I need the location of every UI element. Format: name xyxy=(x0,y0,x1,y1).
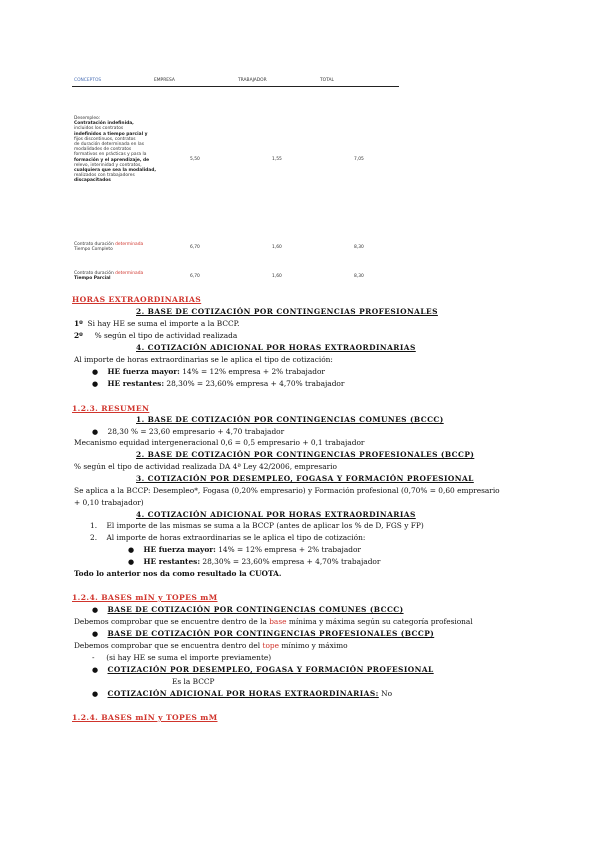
paragraph: Mecanismo equidad intergeneracional 0,6 = 0,5 empresario + 0,1 trabajador xyxy=(74,438,365,447)
bullet-icon: ● xyxy=(128,558,135,566)
paragraph: Al importe de horas extraordinarias se le aplica el tipo de cotización: xyxy=(74,355,333,364)
table-header-total: TOTAL xyxy=(320,78,334,83)
table-row: Contrato duración determinada Tiempo Completo xyxy=(74,242,144,253)
bullet-icon: ● xyxy=(92,630,99,638)
table-cell-total: 8,30 xyxy=(354,274,364,279)
heading-bccc: 1. BASE DE COTIZACIÓN POR CONTINGENCIAS COMUNES (BCCC) xyxy=(136,415,444,424)
paragraph: Se aplica a la BCCP: Desempleo*, Fogasa (0,20% empresario) y Formación profesional (0,70% = 0,60 empresario xyxy=(74,486,500,495)
bullet-item: ● HE fuerza mayor: 14% = 12% empresa + 2% trabajador xyxy=(128,545,361,554)
paragraph: % según el tipo de actividad realizada DA 4ª Ley 42/2006, empresario xyxy=(74,462,337,471)
bullet-icon: ● xyxy=(92,380,99,388)
dash-item: - (si hay HE se suma el importe previamente) xyxy=(92,653,272,662)
bullet-icon: ● xyxy=(92,368,99,376)
bullet-item: ● HE restantes: 28,30% = 23,60% empresa + 4,70% trabajador xyxy=(92,379,345,388)
bullet-item: ● BASE DE COTIZACIÓN POR CONTINGENCIAS COMUNES (BCCC) xyxy=(92,605,404,614)
table-row: Contrato duración determinada Tiempo Parcial xyxy=(74,271,144,282)
numbered-item: 2º % según el tipo de actividad realizada xyxy=(74,331,238,340)
bullet-item: ● HE restantes: 28,30% = 23,60% empresa + 4,70% trabajador xyxy=(128,557,381,566)
bullet-icon: ● xyxy=(92,690,99,698)
heading-desempleo: 3. COTIZACIÓN POR DESEMPLEO, FOGASA Y FORMACIÓN PROFESIONAL xyxy=(136,474,474,483)
section-title-bases: 1.2.4. BASES mIN y TOPES mM xyxy=(72,713,218,722)
table-cell-empresa: 6,70 xyxy=(190,274,200,279)
table-cell-empresa: 5,50 xyxy=(190,157,200,162)
bullet-item: ● COTIZACIÓN ADICIONAL POR HORAS EXTRAORDINARIAS: No xyxy=(92,689,393,698)
conclusion-text: Todo lo anterior nos da como resultado la CUOTA. xyxy=(74,569,282,578)
table-cell-total: 7,05 xyxy=(354,157,364,162)
heading-cotizacion-adicional: 4. COTIZACIÓN ADICIONAL POR HORAS EXTRAORDINARIAS xyxy=(136,343,416,352)
bullet-item: ● BASE DE COTIZACIÓN POR CONTINGENCIAS PROFESIONALES (BCCP) xyxy=(92,629,435,638)
table-cell-total: 8,30 xyxy=(354,245,364,250)
bullet-icon: ● xyxy=(92,666,99,674)
bullet-icon: ● xyxy=(92,606,99,614)
table-cell-trabajador: 1,60 xyxy=(272,245,282,250)
table-row: Desempleo: Contratación indefinida, incluidos los contratos indefinidos a tiempo parcial y fijos discontinuos, contratos de duración determinada en las modalidades de contratos formativos en prácticas y para la formación y el aprendizaje, de relevo, interinidad y contratos, cualquiera que sea la modalidad, realizados con trabajadores discapacitados xyxy=(74,116,157,184)
table-header-rule xyxy=(72,86,399,87)
paragraph: Debemos comprobar que se encuentra dentro del tope mínimo y máximo xyxy=(74,641,348,650)
numbered-item: 2. Al importe de horas extraordinarias se le aplica el tipo de cotización: xyxy=(90,533,366,542)
paragraph: + 0,10 trabajador) xyxy=(74,498,144,507)
table-header-empresa: EMPRESA xyxy=(154,78,175,83)
section-title-horas: HORAS EXTRAORDINARIAS xyxy=(72,295,202,304)
section-title-bases: 1.2.4. BASES mIN y TOPES mM xyxy=(72,593,218,602)
table-header-conceptos: CONCEPTOS xyxy=(74,78,102,83)
bullet-item: ● COTIZACIÓN POR DESEMPLEO, FOGASA Y FORMACIÓN PROFESIONAL xyxy=(92,665,434,674)
table-header-trabajador: TRABAJADOR xyxy=(238,78,267,83)
bullet-icon: ● xyxy=(128,546,135,554)
numbered-item: 1º Si hay HE se suma el importe a la BCCP. xyxy=(74,319,240,328)
heading-bccp: 2. BASE DE COTIZACIÓN POR CONTINGENCIAS PROFESIONALES (BCCP) xyxy=(136,450,475,459)
paragraph: Debemos comprobar que se encuentre dentro de la base mínima y máxima según su categoría profesional xyxy=(74,617,473,626)
heading-cotizacion-adicional: 4. COTIZACIÓN ADICIONAL POR HORAS EXTRAORDINARIAS xyxy=(136,510,416,519)
heading-bccp: 2. BASE DE COTIZACIÓN POR CONTINGENCIAS PROFESIONALES xyxy=(136,307,438,316)
table-cell-trabajador: 1,60 xyxy=(272,274,282,279)
table-cell-empresa: 6,70 xyxy=(190,245,200,250)
section-title-resumen: 1.2.3. RESUMEN xyxy=(72,404,150,413)
table-cell-trabajador: 1,55 xyxy=(272,157,282,162)
bullet-item: ● 28,30 % = 23,60 empresario + 4,70 trabajador xyxy=(92,427,285,436)
numbered-item: 1. El importe de las mismas se suma a la BCCP (antes de aplicar los % de D, FGS y FP) xyxy=(90,521,424,530)
bullet-icon: ● xyxy=(92,428,99,436)
paragraph: Es la BCCP xyxy=(172,677,215,686)
bullet-item: ● HE fuerza mayor: 14% = 12% empresa + 2% trabajador xyxy=(92,367,325,376)
